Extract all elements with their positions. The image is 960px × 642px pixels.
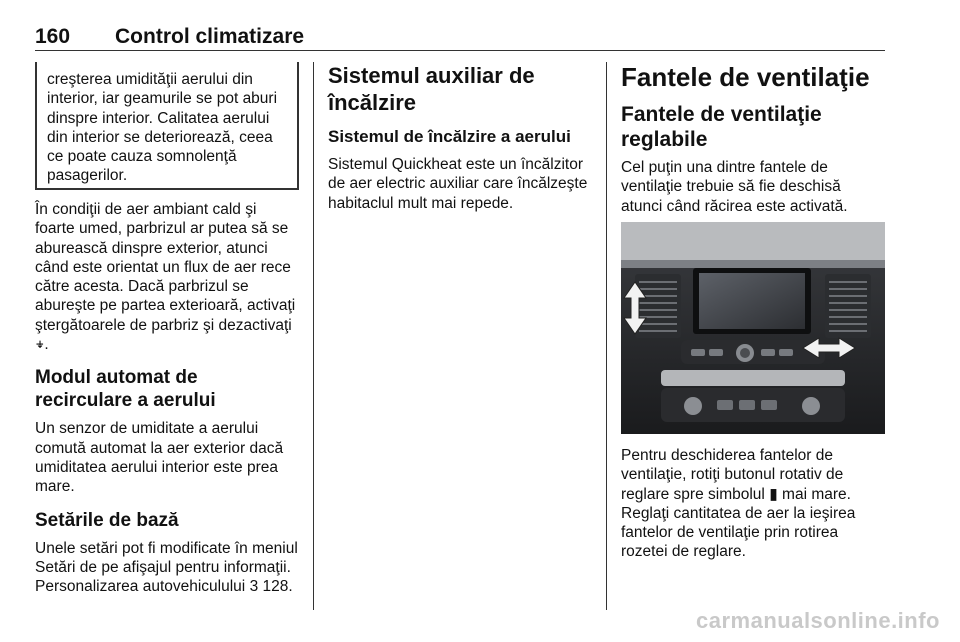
paragraph-basic-settings	[35, 539, 299, 597]
paragraph-open-vents	[621, 446, 885, 562]
airflow-symbol-icon: ▮	[769, 485, 778, 503]
column-2	[328, 62, 594, 213]
paragraph-basic-settings-text: Unele setări pot fi modificate în meniul Setări de pe afişajul pentru informaţii. Personalizarea autovehiculului	[35, 539, 298, 596]
wiper-icon: ⍖	[35, 336, 45, 354]
paragraph-windscreen-text: În condiţii de aer ambiant cald şi foarte umed, parbrizul ar putea să se aburească dinspre exterior, atunci când este orientat un flux de aer rece către acesta. Dacă parbrizul se abureşte pe partea exterioară, activaţi ştergătoarele de parbriz şi dezactivaţi	[35, 201, 296, 334]
paragraph-open-vents-end: mai mare. Reglaţi cantitatea de aer la ieşirea fantelor de ventilaţie prin rotirea rozetei de reglare.	[621, 485, 856, 561]
dashboard-vents-drawing	[621, 222, 885, 434]
note-box-text: creşterea umidităţii aerului din interior, iar geamurile se pot aburi dinspre interior. Calitatea aerului din interior se deteriorează, ceea ce poate cauza somnolenţă pasagerilor.	[47, 71, 278, 185]
paragraph-open-vents-text: Pentru deschiderea fantelor de ventilaţie, rotiţi butonul rotativ de reglare spre simbolul	[621, 447, 844, 503]
heading-auto-recirculation: Modul automat de recirculare a aerului	[35, 367, 216, 412]
paragraph-windscreen-end: .	[44, 336, 49, 354]
paragraph-vents-intro: Cel puţin una dintre fantele de ventilaţie trebuie să fie deschisă atunci când răcirea este activată.	[621, 159, 848, 215]
paragraph-quickheat: Sistemul Quickheat este un încălzitor de aer electric auxiliar care încălzeşte habitaclul mult mai repede.	[328, 156, 588, 212]
heading-air-vents: Fantele de ventilaţie	[621, 62, 870, 92]
note-box	[35, 62, 299, 190]
page-reference-link[interactable]: 128.	[262, 578, 293, 596]
heading-auxiliary-heating: Sistemul auxiliar de încălzire	[328, 63, 535, 115]
column-divider-1	[313, 62, 314, 610]
heading-basic-settings: Setările de bază	[35, 509, 179, 531]
column-1	[35, 200, 299, 596]
page-number: 160	[35, 25, 71, 48]
watermark: carmanualsonline.info	[696, 608, 940, 633]
paragraph-recirculation: Un senzor de umiditate a aerului comută automat la aer exterior dacă umiditatea aerului interior este prea mare.	[35, 420, 284, 496]
chapter-title: Control climatizare	[115, 25, 305, 48]
dashboard-vents-illustration	[621, 222, 885, 434]
page-header	[35, 25, 885, 49]
header-divider	[35, 50, 885, 51]
column-divider-2	[606, 62, 607, 610]
page-reference-icon: 3	[249, 578, 259, 596]
heading-air-heating: Sistemul de încălzire a aerului	[328, 127, 571, 146]
heading-adjustable-vents: Fantele de ventilaţie reglabile	[621, 103, 822, 151]
column-3-lower	[621, 446, 885, 562]
paragraph-windscreen	[35, 200, 299, 354]
column-3	[621, 62, 885, 216]
